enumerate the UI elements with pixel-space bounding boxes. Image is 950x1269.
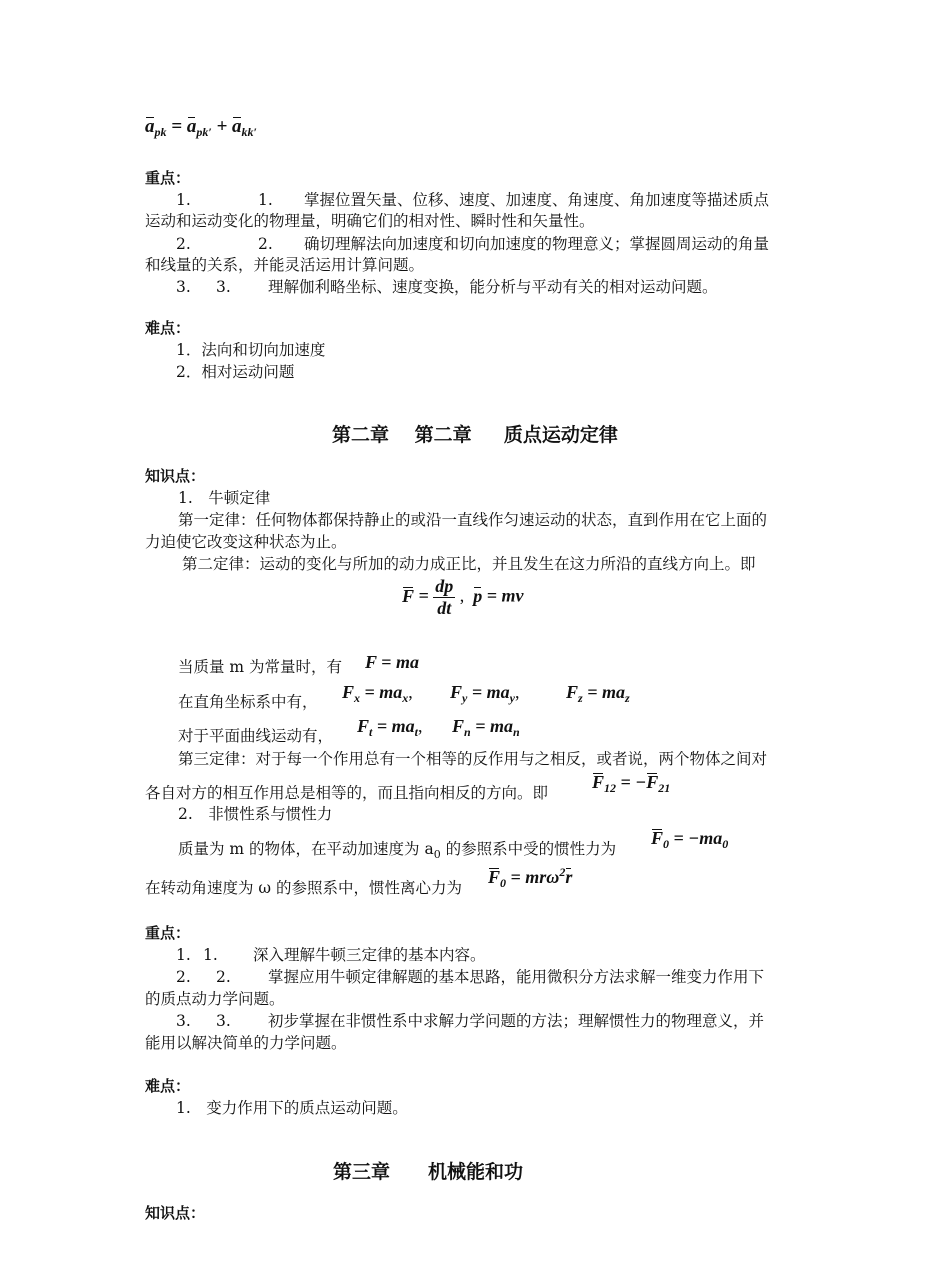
fz-formula: $F_z = ma_z$ xyxy=(566,682,630,705)
ch1-difficulty-1: 1．法向和切向加速度 xyxy=(176,341,326,359)
ch2-key-item-3-num1: 3. xyxy=(176,1012,191,1030)
relative-acceleration-formula: $a_{pk} = a_{pk'} + a_{kk'}$ xyxy=(145,116,257,139)
ch1-key-item-1-num2: 1. xyxy=(258,191,273,209)
ch1-key-item-3-num2: 3. xyxy=(216,278,231,296)
ch2-knowledge-heading: 知识点： xyxy=(145,467,206,485)
ch2-key-item-2-text: 掌握应用牛顿定律解题的基本思路，能用微积分方法求解一维变力作用下 xyxy=(268,968,765,986)
inertial-force-text: 质量为 m 的物体，在平动加速度为 $a_0$ 的参照系中受的惯性力为 xyxy=(178,840,617,862)
ch2-item-newton-laws: 1. 牛顿定律 xyxy=(178,489,271,507)
ch1-key-item-1-text: 掌握位置矢量、位移、速度、加速度、角速度、角加速度等描述质点 xyxy=(304,191,770,209)
ch2-key-item-1-num1: 1. xyxy=(176,946,191,964)
inertial-force-formula: $F_0 = -ma_0$ xyxy=(651,828,729,851)
ch1-key-item-1-text-cont: 运动和运动变化的物理量，明确它们的相对性、瞬时性和矢量性。 xyxy=(145,212,595,230)
ch2-key-item-1-text: 深入理解牛顿三定律的基本内容。 xyxy=(253,946,486,964)
ch1-key-item-2-text-cont: 和线量的关系，并能灵活运用计算问题。 xyxy=(145,256,425,274)
ch1-difficulty-2: 2．相对运动问题 xyxy=(176,363,295,381)
constant-mass-text: 当质量 m 为常量时，有 xyxy=(178,658,343,676)
ch2-key-item-1-num2: 1. xyxy=(203,946,218,964)
ch2-key-item-2-num2: 2. xyxy=(216,968,231,986)
ch2-key-item-3-text: 初步掌握在非惯性系中求解力学问题的方法；理解惯性力的物理意义，并 xyxy=(268,1012,765,1030)
fx-formula: $F_x = ma_x$, xyxy=(342,682,413,705)
ch2-item-noninertial: 2. 非惯性系与惯性力 xyxy=(178,805,333,823)
cartesian-text: 在直角坐标系中有， xyxy=(178,693,318,711)
ch1-key-points-heading: 重点： xyxy=(145,169,191,187)
plane-curve-text: 对于平面曲线运动有， xyxy=(178,727,334,745)
ch2-difficulty-1: 1. 变力作用下的质点运动问题。 xyxy=(176,1099,408,1117)
ch2-key-points-heading: 重点： xyxy=(145,924,191,942)
ch2-key-item-3-text-cont: 能用以解决简单的力学问题。 xyxy=(145,1034,347,1052)
ch2-key-item-2-num1: 2. xyxy=(176,968,191,986)
centrifugal-formula: $F_0 = mr\omega^2r$ xyxy=(488,865,573,890)
chapter-2-title: 第二章 第二章 质点运动定律 xyxy=(332,424,618,446)
ch1-key-item-3-num1: 3. xyxy=(176,278,191,296)
third-law-formula: $F_{12} = -F_{21}$ xyxy=(592,772,671,795)
ch2-difficulties-heading: 难点： xyxy=(145,1077,191,1095)
third-law-text-cont: 各自对方的相互作用总是相等的，而且指向相反的方向。即 xyxy=(145,784,549,802)
ch1-key-item-1-num1: 1. xyxy=(176,191,191,209)
ch1-difficulties-heading: 难点： xyxy=(145,319,191,337)
ch2-key-item-2-text-cont: 的质点动力学问题。 xyxy=(145,990,285,1008)
ch1-key-item-2-num1: 2. xyxy=(176,235,191,253)
first-law-text-cont: 力迫使它改变这种状态为止。 xyxy=(145,533,347,551)
second-law-formula: F = $\frac{dp}{dt}$ , p = mv xyxy=(402,576,524,618)
third-law-text: 第三定律：对于每一个作用总有一个相等的反作用与之相反，或者说，两个物体之间对 xyxy=(178,750,768,768)
ch1-key-item-2-text: 确切理解法向加速度和切向加速度的物理意义；掌握圆周运动的角量 xyxy=(304,235,770,253)
f-equals-ma-formula: F = ma xyxy=(365,652,419,672)
second-law-text: 第二定律：运动的变化与所加的动力成正比，并且发生在这力所沿的直线方向上。即 xyxy=(182,555,756,573)
ch3-knowledge-heading: 知识点： xyxy=(145,1204,206,1222)
fy-formula: $F_y = ma_y$, xyxy=(450,682,520,705)
ch1-key-item-3-text: 理解伽利略坐标、速度变换，能分析与平动有关的相对运动问题。 xyxy=(268,278,718,296)
centrifugal-text: 在转动角速度为 ω 的参照系中，惯性离心力为 xyxy=(145,879,462,897)
ch1-key-item-2-num2: 2. xyxy=(258,235,273,253)
chapter-3-title: 第三章 机械能和功 xyxy=(333,1161,524,1183)
first-law-text: 第一定律：任何物体都保持静止的或沿一直线作匀速运动的状态，直到作用在它上面的 xyxy=(178,511,768,529)
ft-formula: $F_t = ma_t$, xyxy=(357,716,423,739)
fn-formula: $F_n = ma_n$ xyxy=(452,716,520,739)
ch2-key-item-3-num2: 3. xyxy=(216,1012,231,1030)
